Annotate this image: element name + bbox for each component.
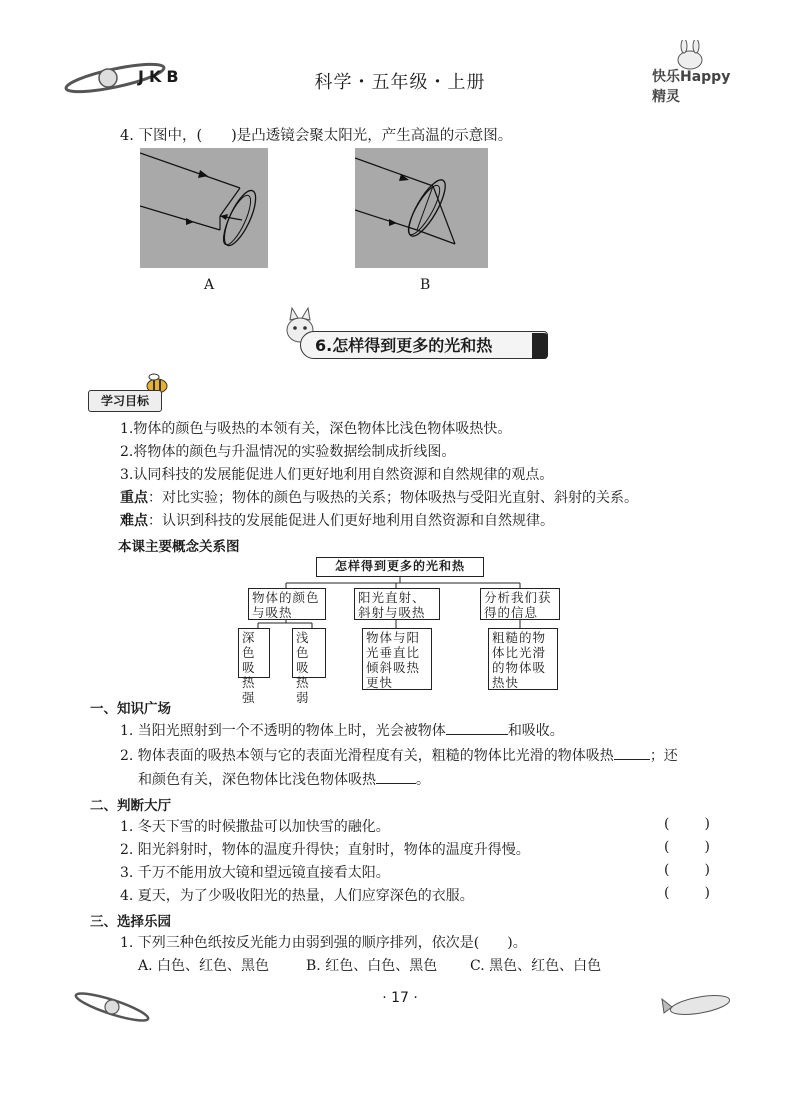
lesson-title-cap <box>532 333 548 359</box>
concept-branch-color: 物体的颜色与吸热 <box>248 588 326 620</box>
answer-blank[interactable] <box>446 720 508 735</box>
key-points <box>120 487 638 507</box>
figure-b-diagram <box>355 148 488 268</box>
answer-parentheses[interactable]: ( ) <box>664 816 710 832</box>
section-1-q2-text: 2. 物体表面的吸热本领与它的表面光滑程度有关，粗糙的物体比光滑的物体吸热 <box>120 748 614 764</box>
goal-3: 3.认同科技的发展能促进人们更好地利用自然资源和自然规律的观点。 <box>120 467 554 483</box>
concept-root: 怎样得到更多的光和热 <box>316 557 484 577</box>
answer-parentheses[interactable]: ( ) <box>664 885 710 901</box>
header-logo: JKB <box>138 67 184 86</box>
section-2-title: 二、判断大厅 <box>90 798 171 814</box>
figure-b-label: B <box>420 277 431 293</box>
goal-1: 1.物体的颜色与吸热的本领有关，深色物体比浅色物体吸热快。 <box>120 421 512 437</box>
concept-branch-analysis: 分析我们获得的信息 <box>480 588 560 620</box>
choice-question-1: 1. 下列三种色纸按反光能力由弱到强的顺序排列，依次是( )。 <box>120 935 527 951</box>
section-1-q1-tail: 和吸收。 <box>507 723 564 739</box>
goal-2: 2.将物体的颜色与升温情况的实验数据绘制成折线图。 <box>120 444 456 460</box>
section-1-q2-tail: ；还 <box>649 748 678 764</box>
section-1-q2 <box>120 745 678 765</box>
lesson-title: 6.怎样得到更多的光和热 <box>300 331 548 359</box>
answer-parentheses[interactable]: ( ) <box>664 839 710 855</box>
answer-parentheses[interactable]: ( ) <box>664 862 710 878</box>
judge-item-4: 4. 夏天，为了少吸收阳光的热量，人们应穿深色的衣服。 <box>120 888 474 904</box>
section-1-q2-line2-text: 和颜色有关，深色物体比浅色物体吸热 <box>138 772 376 788</box>
section-1-q1 <box>120 720 564 740</box>
section-1-title: 一、知识广场 <box>90 701 171 717</box>
difficult-points-label: 难点 <box>120 513 148 529</box>
concept-map-heading: 本课主要概念关系图 <box>118 539 240 555</box>
concept-leaf-light: 浅色吸热弱 <box>292 628 326 678</box>
answer-blank[interactable] <box>614 745 650 760</box>
concept-leaf-dark: 深色吸热强 <box>238 628 270 678</box>
section-1-q1-text: 1. 当阳光照射到一个不透明的物体上时，光会被物体 <box>120 723 446 739</box>
concept-branch-angle: 阳光直射、斜射与吸热 <box>354 588 440 620</box>
question-4-text: 4. 下图中，( )是凸透镜会聚太阳光，产生高温的示意图。 <box>120 128 513 144</box>
choice-option-c[interactable]: C. 黑色、红色、白色 <box>470 958 602 974</box>
answer-blank[interactable] <box>376 769 416 784</box>
key-points-text: ：对比实验；物体的颜色与吸热的关系；物体吸热与受阳光直射、斜射的关系。 <box>148 490 638 506</box>
judge-item-3: 3. 千万不能用放大镜和望远镜直接看太阳。 <box>120 865 390 881</box>
difficult-points <box>120 510 554 530</box>
section-1-q2-line2-tail: 。 <box>416 772 430 788</box>
concept-leaf-perpendicular: 物体与阳光垂直比倾斜吸热更快 <box>362 628 432 690</box>
header-title: 科学・五年级・上册 <box>314 72 486 93</box>
judge-item-1: 1. 冬天下雪的时候撒盐可以加快雪的融化。 <box>120 819 390 835</box>
figure-a-label: A <box>204 277 215 293</box>
rocket-decoration-icon <box>660 985 740 1025</box>
header-brand: 快乐Happy精灵 <box>652 69 731 105</box>
key-points-label: 重点 <box>120 490 148 506</box>
concept-leaf-rough: 粗糙的物体比光滑的物体吸热快 <box>488 628 558 690</box>
section-3-title: 三、选择乐园 <box>90 914 171 930</box>
study-goals-tag: 学习目标 <box>88 390 162 412</box>
judge-item-2: 2. 阳光斜射时，物体的温度升得快；直射时，物体的温度升得慢。 <box>120 842 530 858</box>
choice-option-b[interactable]: B. 红色、白色、黑色 <box>306 958 438 974</box>
page-number: · 17 · <box>382 990 418 1006</box>
figure-a-diagram <box>140 148 268 268</box>
choice-option-a[interactable]: A. 白色、红色、黑色 <box>138 958 270 974</box>
difficult-points-text: ：认识到科技的发展能促进人们更好地利用自然资源和自然规律。 <box>148 513 554 529</box>
section-1-q2-line2 <box>138 769 430 789</box>
